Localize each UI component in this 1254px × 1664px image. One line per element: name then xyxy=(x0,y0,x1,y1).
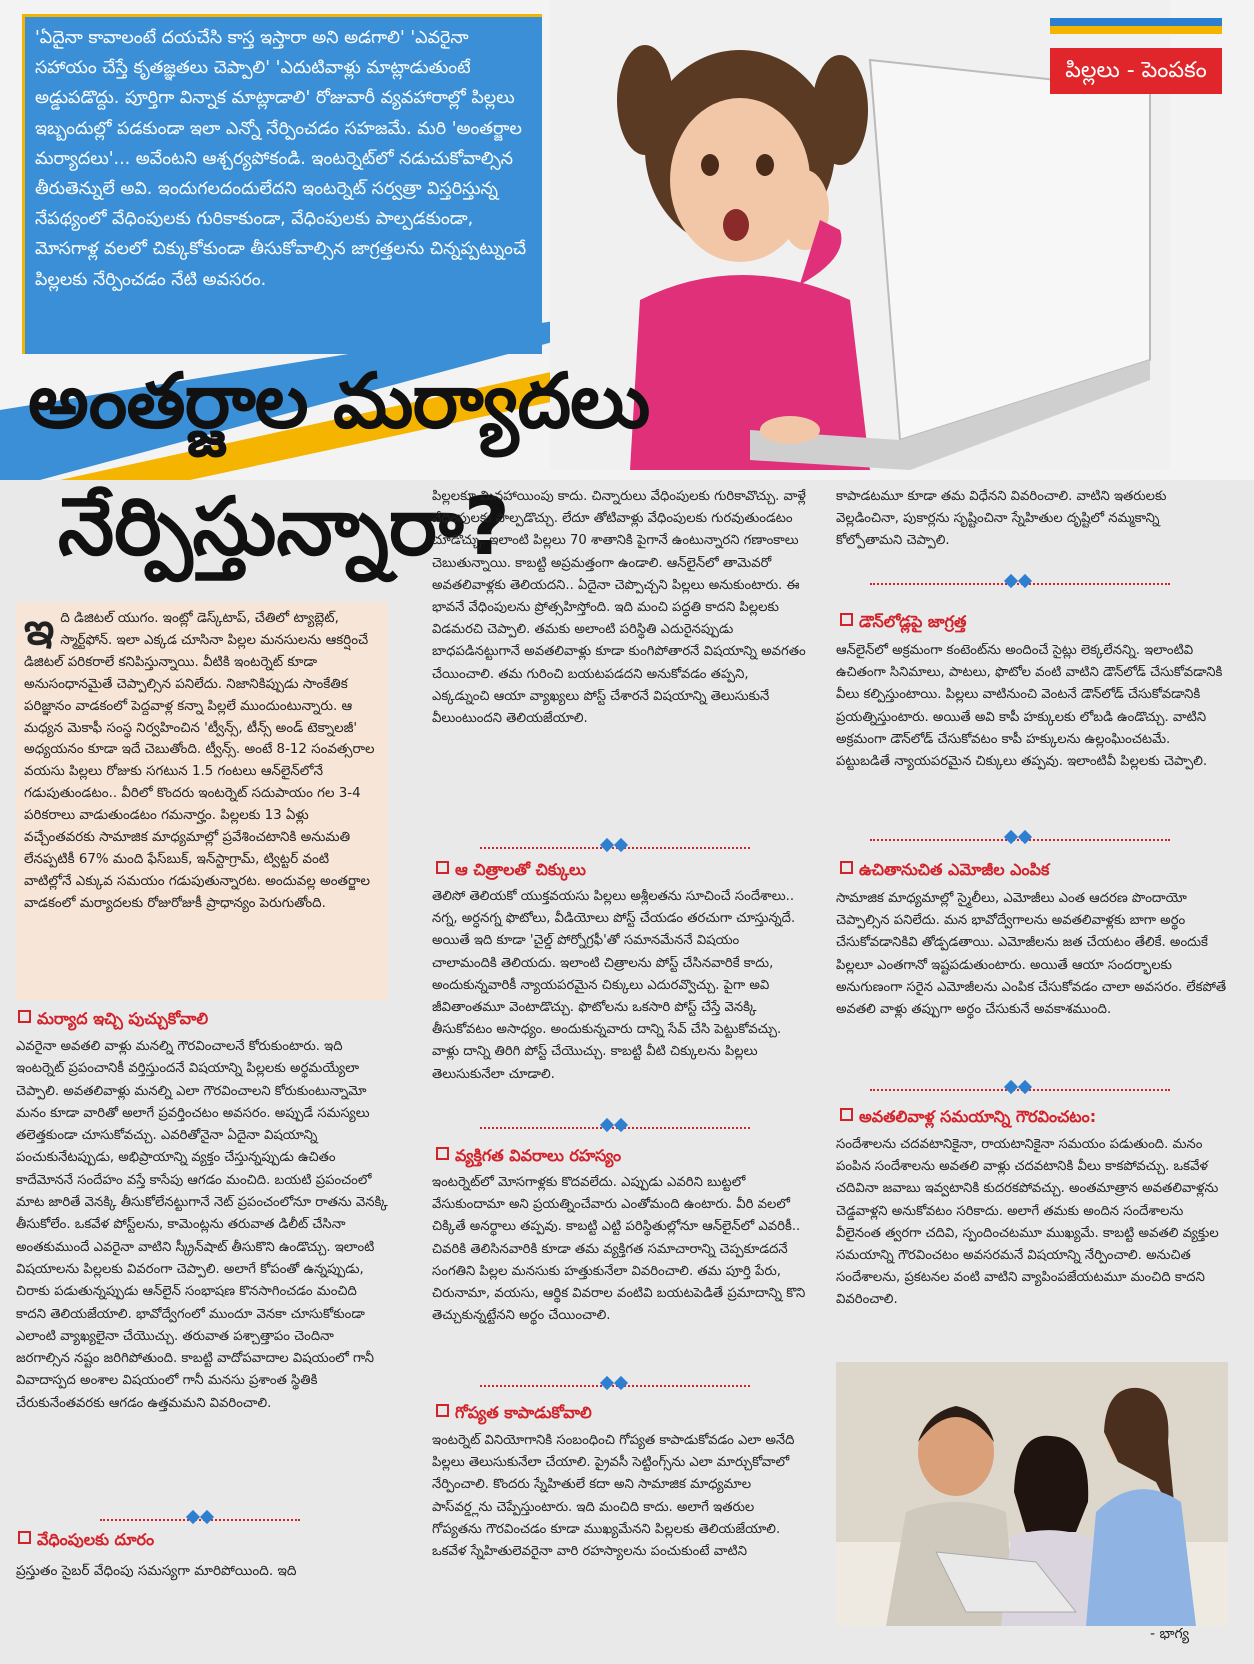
heading-downloads xyxy=(840,612,966,635)
privacy-body xyxy=(432,1430,806,1563)
pictures-body xyxy=(432,886,806,1086)
lead-box xyxy=(16,602,388,1000)
heading-text: గోప్యత కాపాడుకోవాలి xyxy=(455,1403,592,1422)
drop-cap: ఇ xyxy=(24,604,55,655)
heading-box-icon xyxy=(840,1108,853,1121)
intro-text: 'ఏదైనా కావాలంటే దయచేసి కాస్త ఇస్తారా అని అడగాలి' 'ఎవరైనా సహాయం చేస్తే కృతజ్ఞతలు చెప్పాలి' 'ఎదుటివాళ్లు మాట్లాడుతుంటే అడ్డుపడొద్దు. పూర్తిగా విన్నాక మాట్లాడాలి' రోజువారీ వ్యవహారాల్లో పిల్లలు ఇబ్బందుల్లో పడకుండా ఇలా ఎన్నో నేర్పించడం సహజమే. మరి 'అంతర్జాల మర్యాదలు'... అవేంటని ఆశ్చర్యపోకండి. ఇంటర్నెట్‌లో నడుచుకోవాల్సిన తీరుతెన్నులే అవి. ఇందుగలదందులేదని ఇంటర్నెట్ సర్వత్రా విస్తరిస్తున్న నేపథ్యంలో వేధింపులకు గురికాకుండా, వేధింపులకు పాల్పడకుండా, మోసగాళ్ల వలలో చిక్కుకోకుండా తీసుకోవాల్సిన జాగ్రత్తలను చిన్నప్పట్నుంచే పిల్లలకు నేర్పించడం నేటి అవసరం. xyxy=(35,28,527,290)
tag-bar-yellow xyxy=(1050,26,1222,34)
section-divider xyxy=(870,832,1170,846)
respect-body xyxy=(16,1036,388,1415)
heading-respect xyxy=(18,1009,208,1032)
downloads-text: ఆన్‌లైన్‌లో అక్రమంగా కంటెంట్‌ను అందించే సైట్లు లెక్కలేనన్ని. ఇలాంటివి ఉచితంగా సినిమాలు, పాటలు, ఫొటోల వంటి వాటిని డౌన్‌లోడ్ చేసుకోవడానికి వీలు కల్పిస్తుంటాయి. పిల్లలు వాటినుంచి వెంటనే డౌన్‌లోడ్ చేసుకోవడానికి ప్రయత్నిస్తుంటారు. అయితే అవి కాపీ హక్కులకు లోబడి ఉండొచ్చు. వాటిని అక్రమంగా డౌన్‌లోడ్ చేసుకోవటం కాపీ హక్కులను ఉల్లంఘించటమే. పట్టుబడితే న్యాయపరమైన చిక్కులు తప్పవు. ఇలాంటివీ పిల్లలకు చెప్పాలి. xyxy=(836,643,1223,770)
downloads-body xyxy=(836,640,1228,773)
headline-line-2: నేర్పిస్తున్నారా? xyxy=(58,480,511,573)
heading-privacy xyxy=(436,1403,592,1426)
emoji-body xyxy=(836,888,1228,1021)
heading-text: ఉచితానుచిత ఎమోజీల ఎంపిక xyxy=(859,860,1050,879)
personal-body xyxy=(432,1172,806,1327)
section-divider xyxy=(870,1082,1170,1096)
time-text: సందేశాలను చదవటానికైనా, రాయటానికైనా సమయం పడుతుంది. మనం పంపిన సందేశాలను అవతలి వాళ్లు చదవటానికి వీలు కాకపోవచ్చు. ఒకవేళ చదివినా జవాబు ఇవ్వటానికి కుదరకపోవచ్చు. అంతమాత్రాన అవతలివాళ్లను చెడ్డవాళ్లని అనుకోవటం సరికాదు. అలాగే తమకు అందిన సందేశాలను వీలైనంత త్వరగా చదివి, స్పందించటమూ ముఖ్యమే. కాబట్టి అవతలి వ్యక్తుల సమయాన్ని గౌరవించటం అవసరమనే విషయాన్ని నేర్పించాలి. అనుచిత సందేశాలను, ప్రకటనల వంటి వాటిని వ్యాపింపజేయటమూ మంచిది కాదని వివరించాలి. xyxy=(836,1137,1219,1308)
emoji-text: సామాజిక మాధ్యమాల్లో స్మైలీలు, ఎమోజీలు ఎంత ఆదరణ పొందాయో చెప్పాల్సిన పనిలేదు. మన భావోద్వేగాలను అవతలివాళ్లకు బాగా అర్థం చేసుకోవడానికివి తోడ్పడతాయి. ఎమోజీలను జత చేయటం తేలికే. అందుకే పిల్లలూ ఎంతగానో ఇష్టపడుతుంటారు. అయితే ఆయా సందర్భాలకు అనుగుణంగా సరైన ఎమోజీలను ఎంపిక చేసుకోవడం చాలా అవసరం. లేకపోతే అవతలి వాళ్లు తప్పుగా అర్థం చేసుకునే అవకాశముంది. xyxy=(836,891,1227,1018)
heading-box-icon xyxy=(840,613,853,626)
section-divider xyxy=(480,1378,750,1392)
section-tag-label: పిల్లలు - పెంపకం xyxy=(1050,48,1222,94)
col3-top-body xyxy=(836,486,1228,553)
time-body xyxy=(836,1134,1228,1312)
harassment-body xyxy=(16,1560,388,1582)
tag-bar-blue xyxy=(1050,18,1222,26)
heading-text: అవతలివాళ్ల సమయాన్ని గౌరవించటం: xyxy=(859,1107,1097,1126)
heading-text: మర్యాద ఇచ్చి పుచ్చుకోవాలి xyxy=(37,1009,209,1028)
heading-pictures xyxy=(436,860,586,883)
heading-emoji xyxy=(840,860,1049,883)
col2-top-body xyxy=(432,486,806,730)
family-photo xyxy=(836,1362,1228,1626)
headline-line-1: అంతర్జాల మర్యాదలు xyxy=(28,356,650,445)
heading-box-icon xyxy=(18,1531,31,1544)
section-divider xyxy=(480,840,750,854)
hero-banner xyxy=(0,0,1254,480)
heading-harassment xyxy=(18,1530,154,1553)
pictures-text: తెలిసో తెలియకో యుక్తవయసు పిల్లలు అశ్లీలతను సూచించే సందేశాలు.. నగ్న, అర్ధనగ్న ఫొటోలు, వీడియోలు పోస్ట్ చేయడం తరచుగా చూస్తున్నదే. అయితే ఇది కూడా 'చైల్డ్ పోర్నోగ్రఫీ'తో సమానమేననే విషయం చాలామందికి తెలియదు. ఇలాంటి చిత్రాలను పోస్ట్ చేసినవారికే కాదు, అందుకున్నవారికీ న్యాయపరమైన చిక్కులు ఎదురవ్వొచ్చు. పైగా అవి జీవితాంతమూ వెంటాడొచ్చు. ఫొటోలను ఒకసారి పోస్ట్ చేస్తే వెనక్కి తీసుకోవటం అసాధ్యం. అందుకున్నవారు దాన్ని సేవ్ చేసి పెట్టుకోవచ్చు. వాళ్లు దాన్ని తిరిగి పోస్ట్ చేయొచ్చు. కాబట్టి వీటి చిక్కులను పిల్లలు తెలుసుకునేలా చూడాలి. xyxy=(432,889,796,1082)
section-tag xyxy=(1050,18,1222,94)
intro-box xyxy=(22,14,542,354)
col3-top-text: కాపాడటమూ కూడా తమ విధేనని వివరించాలి. వాటిని ఇతరులకు వెల్లడించినా, పుకార్లను సృష్టించినా స్నేహితుల దృష్టిలో నమ్మకాన్ని కోల్పోతామని చెప్పాలి. xyxy=(836,489,1167,549)
heading-box-icon xyxy=(436,1404,449,1417)
lead-text: ది డిజిటల్ యుగం. ఇంట్లో డెస్క్‌టాప్, చేతిలో ట్యాబ్లెట్, స్మార్ట్‌ఫోన్. ఇలా ఎక్కడ చూసినా పిల్లల మనసులను ఆకర్షించే డిజిటల్ పరికరాలే కనిపిస్తున్నాయి. వీటికి ఇంటర్నెట్ కూడా అనుసంధానమైతే చెప్పాల్సిన పనిలేదు. నిజానికిప్పుడు సాంకేతిక పరిజ్ఞానం వాడకంలో పెద్దవాళ్ల కన్నా పిల్లలే ముందుంటున్నారు. ఆ మధ్యన మెకాఫీ సంస్థ నిర్వహించిన 'ట్వీన్స్, టీన్స్ అండ్ టెక్నాలజీ' అధ్యయనం కూడా ఇదే చెబుతోంది. ట్వీన్స్. అంటే 8-12 సంవత్సరాల వయసు పిల్లలు రోజుకు సగటున 1.5 గంటలు ఆన్‌లైన్‌లోనే గడుపుతుండటం.. వీరిలో కొందరు ఇంటర్నెట్ సదుపాయం గల 3-4 పరికరాలు వాడుతుండటం గమనార్హం. పిల్లలకు 13 ఏళ్లు వచ్చేంతవరకు సామాజిక మాధ్యమాల్లో ప్రవేశించటానికి అనుమతి లేనప్పటికీ 67% మంది ఫేస్‌బుక్, ఇన్‌స్టాగ్రామ్, ట్విట్టర్ వంటి వాటిల్లోనే ఎక్కువ సమయం గడుపుతున్నారట. అందువల్ల అంతర్జాల వాడకంలో మర్యాదలకు రోజురోజుకీ ప్రాధాన్యం పెరుగుతోంది. xyxy=(24,611,375,911)
author-signature: - భాగ్య xyxy=(1150,1626,1190,1642)
heading-personal xyxy=(436,1146,621,1169)
personal-text: ఇంటర్నెట్‌లో మోసగాళ్లకు కొదవలేదు. ఎప్పుడు ఎవరిని బుట్టలో వేసుకుందామా అని ప్రయత్నించేవారు ఎంతోమంది ఉంటారు. వీరి వలలో చిక్కితే అనర్థాలు తప్పవు. కాబట్టి ఎట్టి పరిస్థితుల్లోనూ ఆన్‌లైన్‌లో ఎవరికీ.. చివరికి తెలిసినవారికి కూడా తమ వ్యక్తిగత సమాచారాన్ని చెప్పకూడదనే సంగతిని పిల్లల మనసుకు హత్తుకునేలా వివరించాలి. తమ పూర్తి పేరు, చిరునామా, వయసు, ఆర్థిక వివరాల వంటివి బయటపెడితే ప్రమాదాన్ని కొని తెచ్చుకున్నట్టేనని అర్థం చేయించాలి. xyxy=(432,1175,806,1324)
heading-text: వ్యక్తిగత వివరాలు రహస్యం xyxy=(455,1146,622,1165)
heading-box-icon xyxy=(840,861,853,874)
col2-top-text: పిల్లలకూ మినహాయింపు కాదు. చిన్నారులు వేధింపులకు గురికావొచ్చు. వాళ్లే వేధింపులకు పాల్పడొచ్చు. లేదూ తోటివాళ్లు వేధింపులకు గురవుతుండటం చూడొచ్చు. ఇలాంటి పిల్లలు 70 శాతానికి పైగానే ఉంటున్నారని గణాంకాలు చెబుతున్నాయి. కాబట్టి అప్రమత్తంగా ఉండాలి. ఆన్‌లైన్‌లో తామెవరో అవతలివాళ్లకు తెలియదని.. ఏదైనా చెప్పొచ్చని పిల్లలు అనుకుంటారు. ఈ భావనే వేధింపులను ప్రోత్సహిస్తోంది. ఇది మంచి పద్ధతి కాదని పిల్లలకు విడమరచి చెప్పాలి. తమకు అలాంటి పరిస్థితి ఎదురైనప్పుడు బాధపడినట్టుగానే అవతలివాళ్లు కూడా కుంగిపోతారనే విషయాన్ని అవగతం చేయించాలి. తమ గురించి బయటపడదని అనుకోవడం తప్పని, ఎక్కడ్నుంచి ఆయా వ్యాఖ్యలు పోస్ట్ చేశారనే విషయాన్ని తెలుసుకునే వీలుంటుందని తెలియజేయాలి. xyxy=(432,489,806,727)
respect-text: ఎవరైనా అవతలి వాళ్లు మనల్ని గౌరవించాలనే కోరుకుంటారు. ఇది ఇంటర్నెట్ ప్రపంచానికీ వర్తిస్తుందనే విషయాన్ని పిల్లలకు అర్థమయ్యేలా చెప్పాలి. అవతలివాళ్లు మనల్ని ఎలా గౌరవించాలని కోరుకుంటున్నామో మనం కూడా వారితో అలాగే ప్రవర్తించటం అవసరం. అప్పుడే సమస్యలు తలెత్తకుండా చూసుకోవచ్చు. ఎవరితోనైనా ఏదైనా విషయాన్ని పంచుకునేటప్పుడు, అభిప్రాయాన్ని వ్యక్తం చేస్తున్నప్పుడు ఉచితం కాదేమోననే సందేహం వస్తే కాసేపు ఆగడం మంచిది. బయటి ప్రపంచంలో మాట జారితే వెనక్కి తీసుకోలేనట్టుగానే నెట్ ప్రపంచంలోనూ రాతను వెనక్కి తీసుకోలేం. ఒకవేళ పోస్ట్‌లను, కామెంట్లను తరువాత డిలీట్ చేసినా అంతకుముందే ఎవరైనా వాటిని స్క్రీన్‌షాట్ తీసుకొని ఉండొచ్చు. ఇలాంటి విషయాలను పిల్లలకు వివరంగా చెప్పాలి. అలాగే కోపంతో ఉన్నప్పుడు, చిరాకు పడుతున్నప్పుడు ఆన్‌లైన్ సంభాషణ కొనసాగించడం మంచిది కాదని తెలియజేయాలి. భావోద్వేగంలో ముందూ వెనకా చూసుకోకుండా ఎలాంటి వ్యాఖ్యలైనా చేయొచ్చు. తరువాత పశ్చాత్తాపం చెందినా జరగాల్సిన నష్టం జరిగిపోతుంది. కాబట్టి వాదోపవాదాల విషయంలో గానీ వివాదాస్పద అంశాల విషయంలో గానీ మనసు ప్రశాంత స్థితికి చేరుకునేంతవరకు ఆగడం ఉత్తమమని వివరించాలి. xyxy=(16,1039,388,1411)
heading-box-icon xyxy=(436,1147,449,1160)
heading-box-icon xyxy=(436,861,449,874)
section-divider xyxy=(870,576,1170,590)
privacy-text: ఇంటర్నెట్ వినియోగానికి సంబంధించి గోప్యత కాపాడుకోవడం ఎలా అనేది పిల్లలు తెలుసుకునేలా చేయాలి. ప్రైవసీ సెట్టింగ్స్‌ను ఎలా మార్చుకోవాలో నేర్పించాలి. కొందరు స్నేహితులే కదా అని సామాజిక మాధ్యమాల పాస్‌వర్డ్లను చెప్పేస్తుంటారు. ఇది మంచిది కాదు. అలాగే ఇతరుల గోప్యతను గౌరవించడం కూడా ముఖ్యమేనని పిల్లలకు తెలియజేయాలి. ఒకవేళ స్నేహితులెవరైనా వారి రహస్యాలను పంచుకుంటే వాటిని xyxy=(432,1433,795,1560)
heading-text: ఆ చిత్రాలతో చిక్కులు xyxy=(455,860,586,879)
section-divider xyxy=(480,1120,750,1134)
heading-time xyxy=(840,1107,1096,1130)
heading-text: వేధింపులకు దూరం xyxy=(37,1530,155,1549)
harassment-text: ప్రస్తుతం సైబర్ వేధింపు సమస్యగా మారిపోయింది. ఇది xyxy=(16,1563,297,1579)
heading-box-icon xyxy=(18,1010,31,1023)
section-divider xyxy=(100,1512,300,1526)
heading-text: డౌన్‌లోడ్లపై జాగ్రత్త xyxy=(859,612,967,631)
